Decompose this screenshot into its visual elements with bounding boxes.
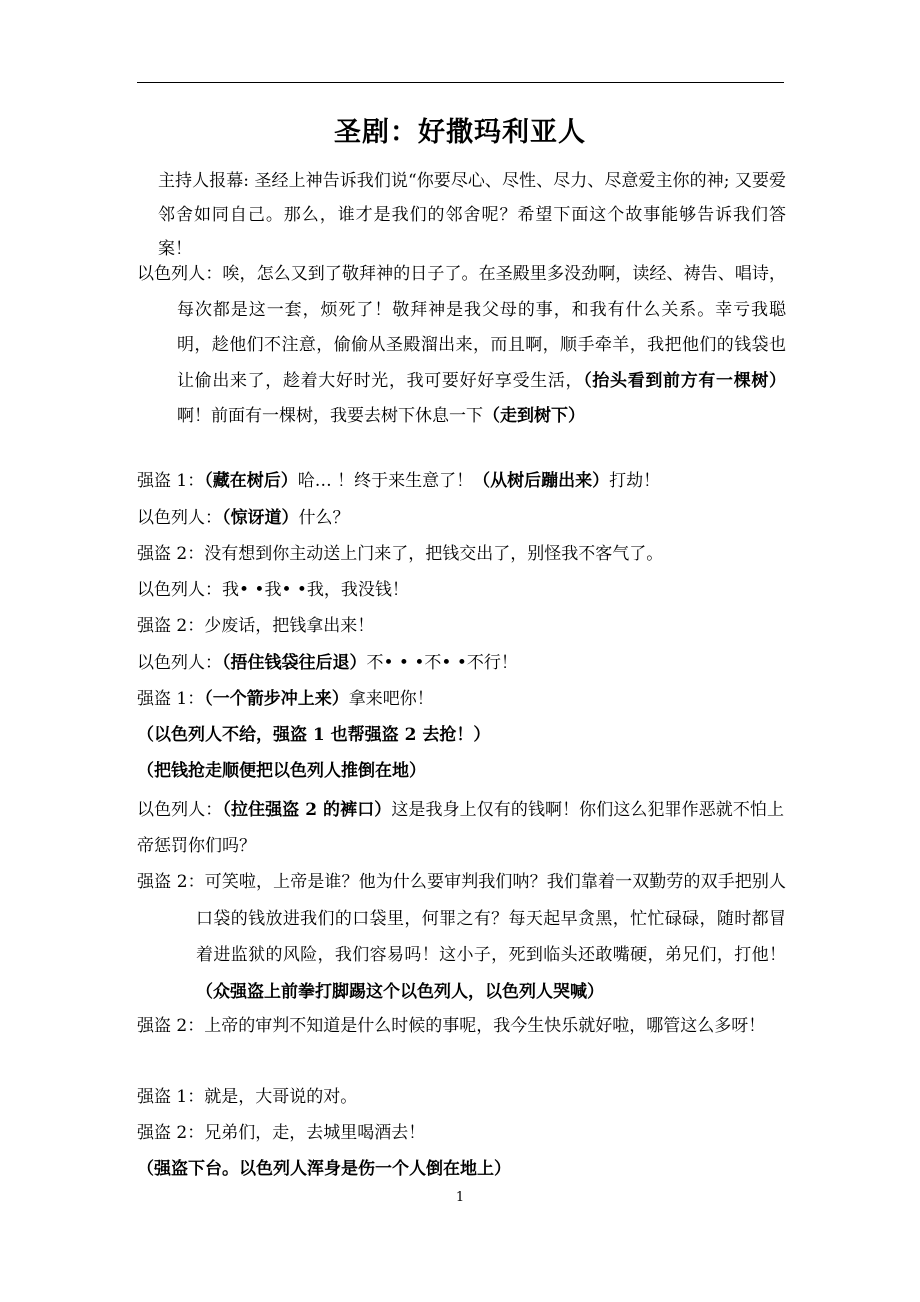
dialogue-text: 可笑啦，上帝是谁？他为什么要审判我们呐？我们靠着一双勤劳的双手把别人口袋的钱放进我们的口袋里，何罪之有？每天起早贪黑，忙忙碌碌，随时都冒着进监狱的风险，我们容易吗！这小子，死到临头还敢嘴硬，弟兄们，打他！ [196, 872, 786, 965]
stage-direction: （捂住钱袋往后退） [222, 653, 367, 673]
dialogue-israelite-monologue [137, 257, 787, 435]
speaker-label: 以色列人： [137, 800, 223, 820]
speaker-label: 强盗 2： [137, 616, 205, 636]
page-title: 圣剧：好撒玛利亚人 [334, 117, 586, 148]
dialogue-text: 少废话，把钱拿出来！ [204, 616, 375, 636]
speaker-label: 以色列人： [137, 653, 222, 673]
stage-direction: （拉住强盗 2 的裤口） [222, 800, 392, 820]
dialogue-text: 拿来吧你！ [348, 689, 434, 709]
intro-paragraph: 主持人报幕: 圣经上神告诉我们说“你要尽心、尽性、尽力、尽意爱主你的神; 又要爱邻舍如同自己。那么，谁才是我们的邻舍呢？希望下面这个故事能够告诉我们答案！ [158, 171, 786, 259]
stage-direction: （抬头看到前方有一棵树） [583, 370, 787, 391]
dialogue-text: 这是我身上仅有的钱啊！你们这么犯罪作恶就不怕上帝惩罚你们吗？ [137, 800, 784, 856]
stage-direction-exit: （强盗下台。以色列人浑身是伤一个人倒在地上） [137, 1159, 511, 1179]
dialogue-israelite-plea [137, 792, 784, 864]
dialogue-robber1-ambush [137, 470, 660, 492]
speaker-label: 强盗 1： [137, 689, 205, 709]
dialogue-robber2-hand-over [137, 615, 374, 637]
speaker-label: 以色列人： [137, 264, 223, 284]
dialogue-robber1-agree [137, 1086, 357, 1108]
speaker-label: 强盗 1： [137, 1087, 205, 1107]
speaker-label: 强盗 2： [137, 1123, 205, 1143]
speaker-label: 强盗 2： [137, 544, 205, 564]
dialogue-text: 不• • •不• •不行！ [366, 653, 518, 673]
dialogue-text: 没有想到你主动送上门来了，把钱交出了，别怪我不客气了。 [204, 544, 664, 564]
dialogue-robber2-leave [137, 1122, 425, 1144]
dialogue-text: 上帝的审判不知道是什么时候的事呢，我今生快乐就好啦，哪管这么多呀！ [204, 1016, 766, 1036]
stage-direction: （藏在树后） [204, 471, 298, 491]
speaker-label: 强盗 2： [137, 872, 205, 892]
dialogue-text: 我• •我• •我，我没钱！ [222, 580, 409, 600]
stage-direction: （走到树下） [483, 406, 585, 426]
stage-direction-pushed-down: （把钱抢走顺便把以色列人推倒在地） [137, 761, 426, 781]
dialogue-text: 什么？ [298, 508, 350, 528]
stage-direction: （众强盗上前拳打脚踢这个以色列人，以色列人哭喊） [196, 981, 604, 1002]
speaker-label: 以色列人： [137, 508, 222, 528]
speaker-label: 以色列人： [137, 580, 222, 600]
stage-direction: （从树后蹦出来） [473, 471, 610, 491]
dialogue-israelite-surprised [137, 507, 350, 529]
dialogue-text: 啊！前面有一棵树，我要去树下休息一下 [177, 406, 483, 426]
stage-direction-struggle: （以色列人不给，强盗 1 也帮强盗 2 去抢！） [137, 725, 491, 745]
dialogue-robber2-demand [137, 543, 663, 565]
page-number: 1 [455, 1190, 465, 1205]
header-rule [137, 82, 784, 83]
dialogue-robber2-judgement [137, 1008, 786, 1044]
dialogue-text: 兄弟们，走，去城里喝酒去！ [204, 1123, 426, 1143]
dialogue-text: 打劫！ [609, 471, 661, 491]
dialogue-israelite-refuse [137, 652, 518, 674]
stage-direction: （一个箭步冲上来） [204, 689, 349, 709]
speaker-label: 强盗 2： [137, 1016, 205, 1036]
dialogue-text: 哈… ！终于来生意了！ [297, 471, 474, 491]
dialogue-robber2-mock [137, 864, 786, 1010]
dialogue-israelite-no-money [137, 579, 409, 601]
speaker-label: 强盗 1： [137, 471, 205, 491]
dialogue-robber1-grab [137, 688, 434, 710]
dialogue-text: 唉，怎么又到了敬拜神的日子了。在圣殿里多没劲啊，读经、祷告、唱诗，每次都是这一套，烦死了！敬拜神是我父母的事，和我有什么关系。幸亏我聪明，趁他们不注意，偷偷从圣殿溜出来，而且啊，顺手牵羊，我把他们的钱袋也让偷出来了，趁着大好时光，我可要好好享受生活， [177, 264, 786, 391]
dialogue-text: 就是，大哥说的对。 [204, 1087, 358, 1107]
stage-direction: （惊讶道） [222, 508, 299, 528]
